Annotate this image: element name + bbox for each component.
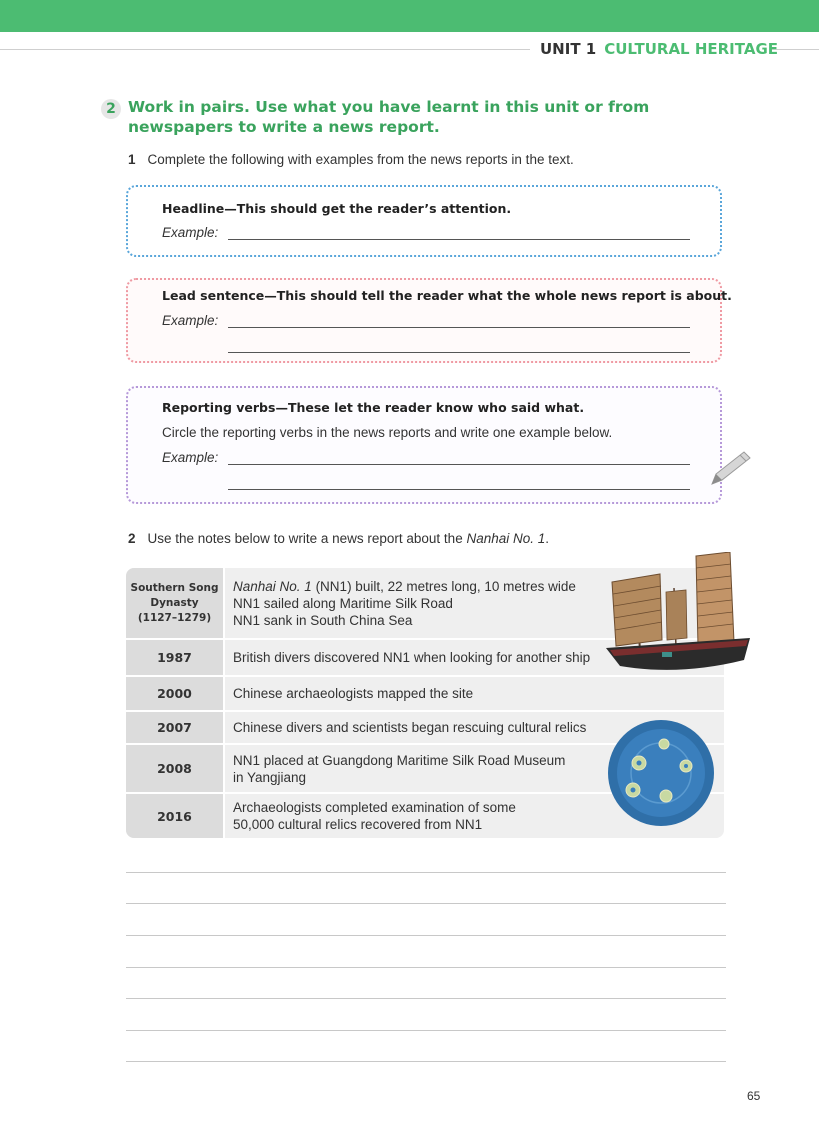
description-line-2: in Yangjiang (233, 769, 307, 785)
top-color-bar (0, 0, 819, 32)
writing-line[interactable] (126, 967, 726, 968)
unit-label: UNIT 1 (540, 40, 597, 58)
header-rule (0, 49, 530, 50)
writing-line[interactable] (126, 1030, 726, 1031)
junk-ship-image (600, 552, 758, 677)
task-instruction: Work in pairs. Use what you have learnt in this unit or from newspapers to write a news report. (128, 98, 650, 136)
first-line-1-rest: (NN1) built, 22 metres long, 10 metres wide (311, 578, 576, 594)
verbs-example-label: Example: (162, 450, 219, 465)
writing-line[interactable] (126, 935, 726, 936)
part2-text: Use the notes below to write a news report about the (147, 531, 467, 546)
lead-sentence-box (126, 278, 732, 363)
part1-text: Complete the following with examples from the news reports in the text. (147, 152, 574, 167)
timeline-description (233, 677, 633, 710)
timeline-year: 2016 (126, 794, 223, 838)
porcelain-plate-image (606, 718, 716, 828)
description-line-1: Chinese archaeologists mapped the site (233, 686, 474, 701)
unit-title: CULTURAL HERITAGE (604, 40, 779, 58)
timeline-period (126, 568, 223, 638)
timeline-description (233, 568, 633, 638)
timeline-year: 1987 (126, 640, 223, 675)
part2-instruction (128, 531, 549, 546)
header-rule-right (772, 49, 819, 50)
timeline-year: 2007 (126, 712, 223, 743)
headline-example-label: Example: (162, 225, 219, 240)
pencil-icon (706, 448, 756, 488)
description-line-1: Chinese divers and scientists began rescuing cultural relics (233, 720, 587, 735)
part2-ship-name: Nanhai No. 1 (466, 531, 546, 546)
first-line-3: NN1 sank in South China Sea (233, 612, 413, 628)
part2-number: 2 (128, 531, 136, 546)
timeline-description (233, 640, 633, 675)
period-line-1: Southern Song (130, 581, 219, 594)
period-line-2: Dynasty (150, 596, 199, 609)
writing-line[interactable] (126, 872, 726, 873)
part1-instruction (128, 152, 574, 167)
part2-text-end: . (545, 531, 550, 546)
part1-number: 1 (128, 152, 136, 167)
reporting-verbs-instruction: Circle the reporting verbs in the news reports and write one example below. (162, 425, 613, 440)
description-line-1: NN1 placed at Guangdong Maritime Silk Road Museum (233, 752, 566, 768)
lead-example-label: Example: (162, 313, 219, 328)
reporting-verbs-title: Reporting verbs—These let the reader know who said what. (162, 400, 585, 415)
writing-line[interactable] (126, 903, 726, 904)
writing-line[interactable] (126, 998, 726, 999)
headline-answer-line[interactable] (228, 239, 690, 240)
lead-sentence-title: Lead sentence—This should tell the reader what the whole news report is about. (162, 288, 732, 303)
page-number: 65 (747, 1089, 761, 1103)
first-line-1 (233, 578, 633, 595)
timeline-description (233, 794, 633, 838)
timeline-year: 2000 (126, 677, 223, 710)
timeline-description (233, 712, 633, 743)
description-line-2: 50,000 cultural relics recovered from NN1 (233, 817, 483, 832)
lead-answer-line-1[interactable] (228, 327, 690, 328)
column-divider (223, 568, 225, 838)
verbs-answer-line-2[interactable] (228, 489, 690, 490)
first-line-2: NN1 sailed along Maritime Silk Road (233, 595, 453, 611)
headline-title: Headline—This should get the reader’s attention. (162, 201, 512, 216)
writing-line[interactable] (126, 1061, 726, 1062)
reporting-verbs-box (126, 386, 722, 504)
period-line-3: (1127–1279) (137, 611, 212, 624)
verbs-answer-line-1[interactable] (228, 464, 690, 465)
lead-answer-line-2[interactable] (228, 352, 690, 353)
ship-name: Nanhai No. 1 (233, 578, 312, 594)
timeline-description (233, 745, 633, 792)
unit-header (540, 40, 778, 58)
timeline-year: 2008 (126, 745, 223, 792)
description-line-1: British divers discovered NN1 when looking for another ship (233, 650, 591, 665)
timeline-row (126, 677, 724, 710)
task-number: 2 (101, 99, 121, 119)
description-line-1: Archaeologists completed examination of some (233, 800, 516, 815)
headline-box (126, 185, 722, 257)
